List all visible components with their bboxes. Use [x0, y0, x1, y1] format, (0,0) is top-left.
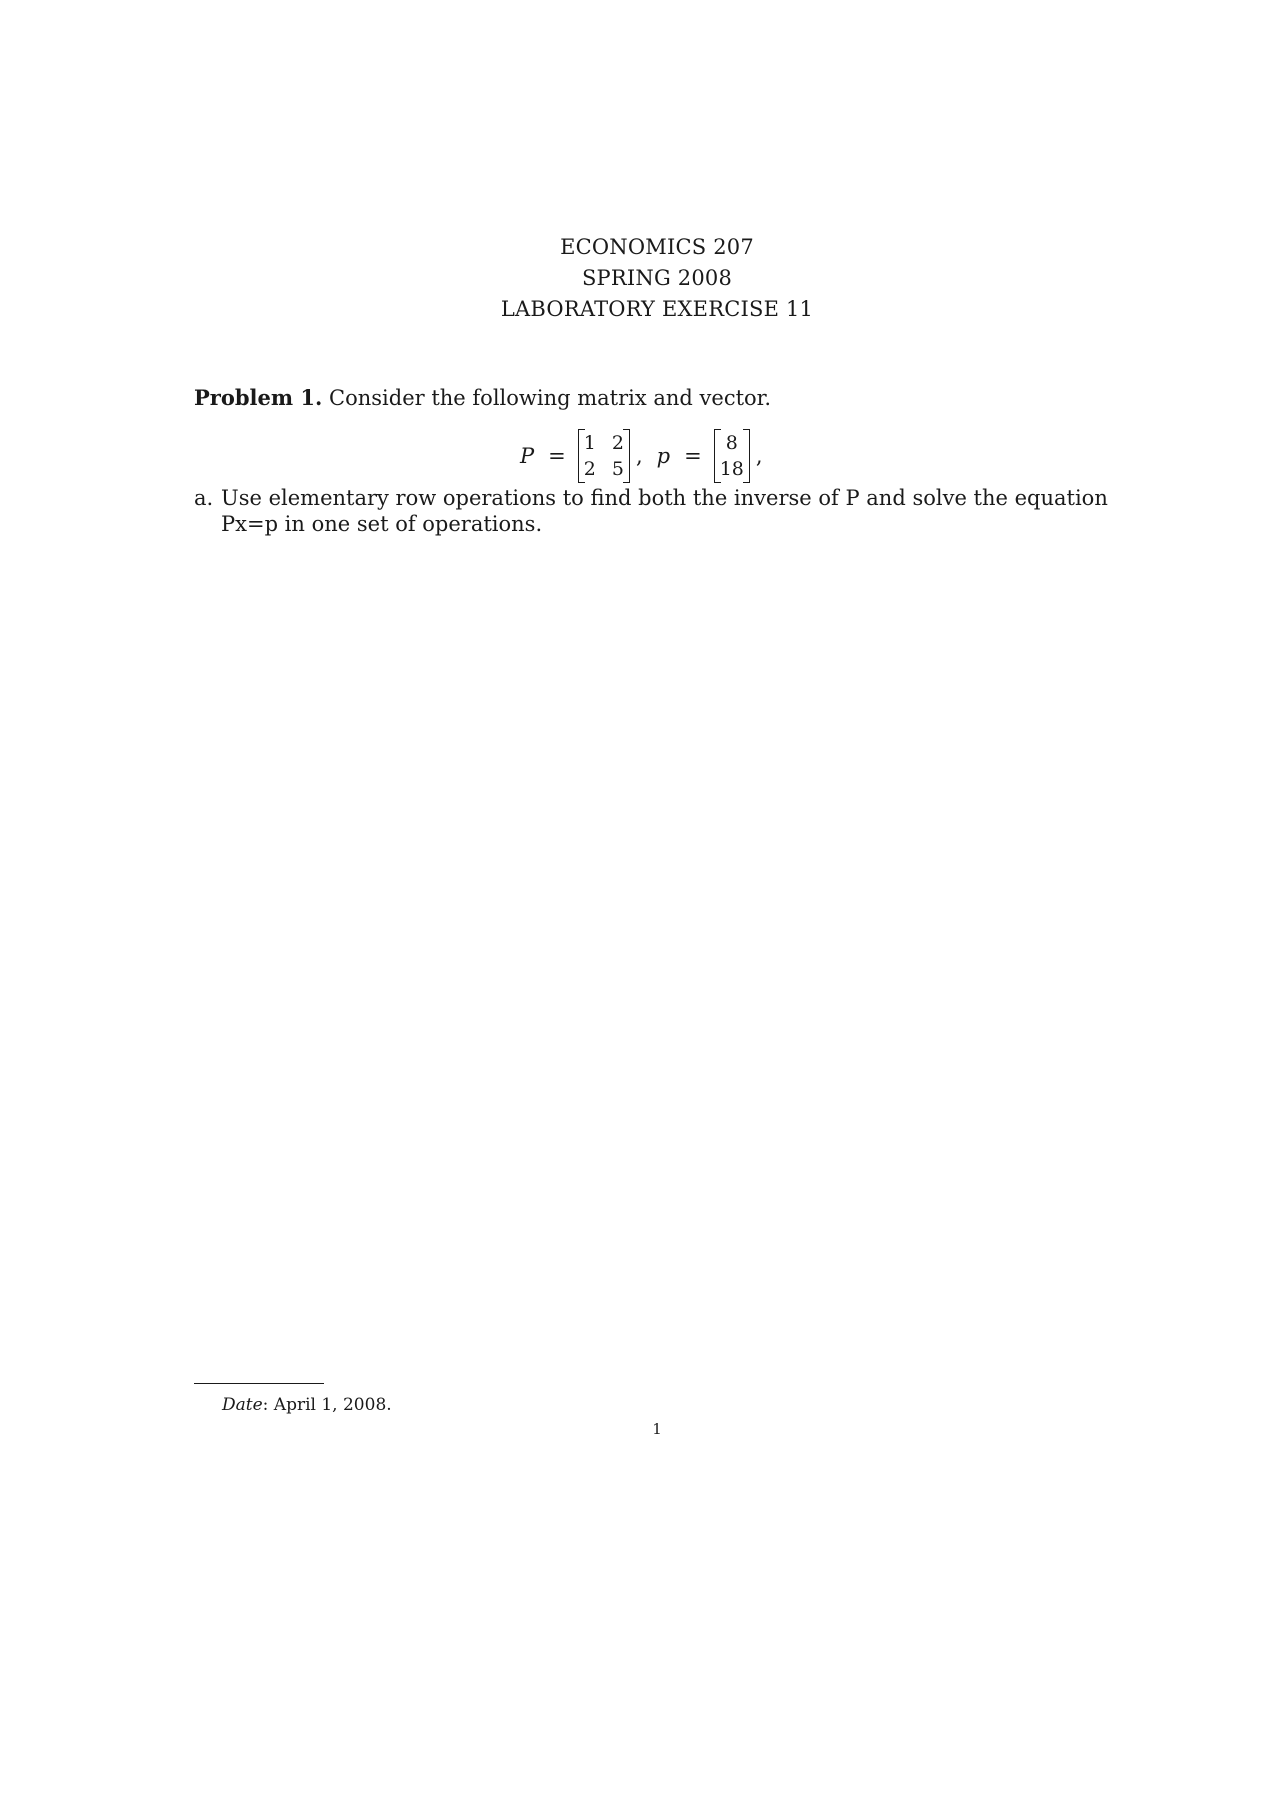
part-a-text: Use elementary row operations to find both the inverse of P and solve the equation Px=p in one set of operations. [221, 486, 1108, 536]
course-title: ECONOMICS 207 [560, 235, 754, 259]
matrix-equation [520, 428, 777, 484]
right-bracket [743, 429, 750, 483]
vector-grid [720, 430, 744, 482]
matrix-grid [584, 430, 624, 482]
problem-part-a [194, 485, 1124, 537]
problem-label: Problem 1. [194, 385, 323, 410]
exercise-title: LABORATORY EXERCISE 11 [500, 297, 814, 321]
footnote-text: : April 1, 2008. [262, 1395, 392, 1415]
document-title-block [0, 232, 1280, 325]
problem-intro: Consider the following matrix and vector. [329, 386, 772, 410]
vector-cell: 8 [725, 432, 738, 454]
matrix-name: P [520, 444, 535, 468]
comma: , [755, 444, 763, 468]
right-bracket [623, 429, 630, 483]
vector-p [714, 429, 750, 483]
matrix-cell: 1 [583, 432, 596, 454]
matrix-P [578, 429, 630, 483]
footnote [222, 1394, 392, 1416]
vector-name: p [656, 444, 671, 468]
problem-1-heading [194, 383, 771, 413]
left-bracket [578, 429, 585, 483]
matrix-cell: 2 [583, 458, 596, 480]
term-title: SPRING 2008 [581, 266, 733, 290]
footnote-rule [194, 1383, 324, 1384]
part-a-marker: a. [194, 486, 214, 510]
page-number: 1 [652, 1420, 662, 1438]
equals-sign: = [548, 444, 566, 468]
vector-cell: 18 [719, 458, 744, 480]
equals-sign: = [684, 444, 702, 468]
left-bracket [714, 429, 721, 483]
footnote-label: Date [222, 1395, 263, 1415]
comma: , [635, 444, 643, 468]
matrix-cell: 5 [611, 458, 624, 480]
matrix-cell: 2 [611, 432, 624, 454]
